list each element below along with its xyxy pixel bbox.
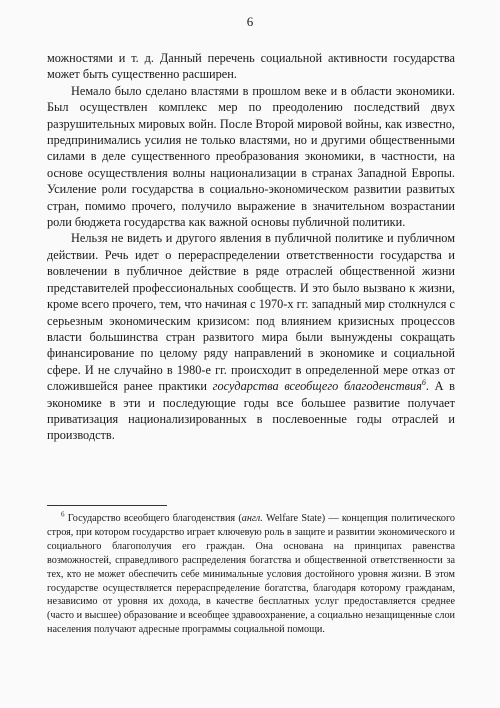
paragraph-3-text: Нельзя не видеть и другого явления в публичной политике и публичном действии. Речь идет о перераспределении ответственности государства и вовлечении в публичное действие в ряде отраслей общественной жизни представителей профессиональных сообществ. И это было вызвано к жизни, кроме всего прочего, тем, что начиная с 1970-х гг. западный мир столкнулся с серьезным экономическим кризисом: под влиянием кризисных процессов власти большинства стран развитого мира были вынуждены сокращать финансирование по целому ряду направлений в экономике и социальной сфере. И не случайно в 1980-е гг. происходит в определенной мере отказ от сложившейся ранее практики (47, 231, 455, 394)
emphasis-welfare-state: государства всеобщего благоденствия (212, 379, 422, 394)
page-number: 6 (246, 14, 254, 29)
paragraph-2: Немало было сделано властями в прошлом веке и в области экономики. Был осуществлен комплекс мер по преодолению последствий двух разрушительных мировых войн. После Второй мировой войны, как известно, предпринимались усилия не только властями, но и другими общественными силами в деле существенного преобразования экономики, в частности, на основе осуществления волны национализации в странах Западной Европы. Усиление роли государства в социально-экономическом развитии развитых стран, помимо прочего, получило выражение в значительном возрастании роли бюджета государства как важной основы публичной политики. (47, 83, 455, 230)
footnote (47, 512, 455, 637)
footnote-divider (47, 505, 167, 506)
footnote-lang-abbrev: англ. (241, 513, 263, 524)
paragraph-3-text-end: . А в экономике в эти и последующие годы все большее развитие получает приватизация национализированных в послевоенные годы отраслей и производств. (47, 379, 455, 443)
footnote-text-start: Государство всеобщего благоденствия ( (64, 513, 242, 524)
footnote-mark: 6 (61, 510, 65, 519)
footnote-text-end: Welfare State) — концепция политического строя, при котором государство играет ключевую роль в защите и развитии экономического и социального благополучия его граждан. Она основана на принципах равенства возможностей, справедливого распределения богатства и общественной ответственности за тех, кто не может обеспечить себе минимальные условия достойного уровня жизни. В этом государстве осуществляется перераспределение богатства, благодаря которому гражданам, независимо от уровня их дохода, в качестве бесплатных услуг предоставляется среднее (часто и высшее) образование и всеобщее здравоохранение, а социально незащищенные слои населения получают адресные программы социальной помощи. (47, 513, 455, 636)
footnote-text (47, 512, 455, 637)
footnote-reference[interactable]: 6 (421, 378, 426, 388)
paragraph-1: можностями и т. д. Данный перечень социальной активности государства может быть существенно расширен. (47, 51, 455, 82)
paragraph-3 (47, 230, 455, 443)
main-text (47, 50, 455, 444)
